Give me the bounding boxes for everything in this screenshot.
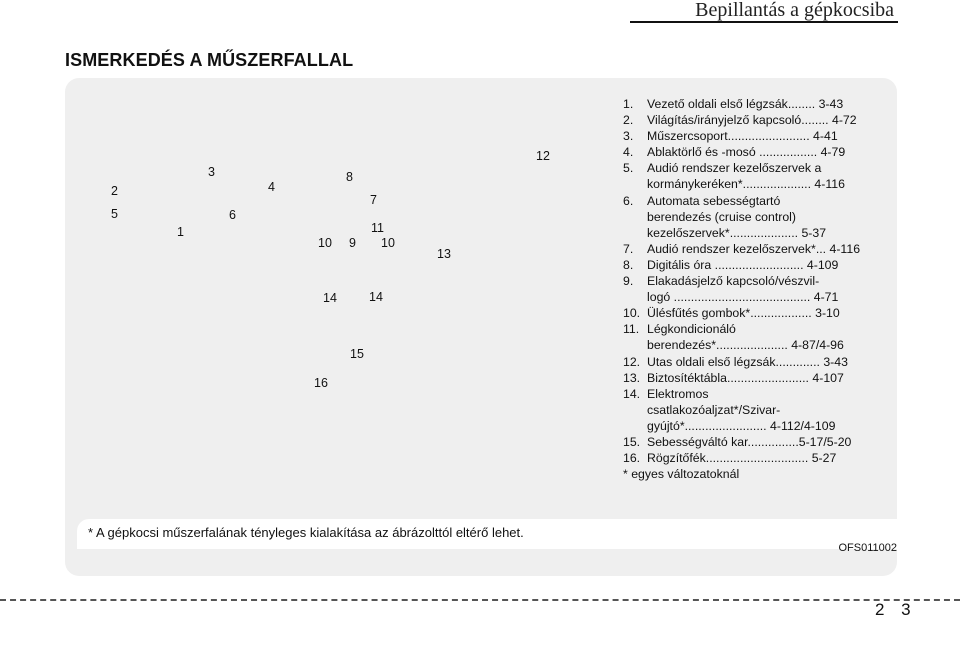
legend-item-line: Audió rendszer kezelőszervek a — [647, 161, 822, 176]
legend-item — [623, 160, 898, 192]
legend-item-number: 1. — [623, 97, 634, 111]
callout-11: 11 — [371, 221, 384, 235]
page-divider — [0, 599, 960, 601]
legend-item-text — [647, 450, 898, 466]
legend-item-line: kormánykeréken*.................... 4-116 — [647, 177, 845, 192]
legend-item — [623, 305, 898, 321]
legend-item-line: Légkondicionáló — [647, 322, 736, 337]
legend-item-line: Műszercsoport........................ 4-41 — [647, 129, 838, 144]
legend-item-line: Sebességváltó kar...............5-17/5-20 — [647, 434, 852, 449]
legend-item-line: Rögzítőfék.............................. 5-27 — [647, 451, 837, 466]
callout-5: 5 — [111, 207, 118, 221]
legend-item-line: Világítás/irányjelző kapcsoló........ 4-72 — [647, 113, 857, 128]
callout-10-right: 10 — [381, 236, 395, 250]
legend-item — [623, 144, 898, 160]
legend-item-number: 7. — [623, 241, 634, 256]
legend-item-line: logó ........................................ 4-71 — [647, 290, 839, 305]
legend-item-text — [647, 305, 898, 321]
legend-item-line: Vezető oldali első légzsák........ 3-43 — [647, 97, 844, 111]
legend-item — [623, 128, 898, 144]
callout-9: 9 — [349, 236, 356, 250]
callout-15: 15 — [350, 347, 364, 361]
legend-item-text — [647, 128, 898, 144]
figure-code: OFS011002 — [838, 542, 897, 554]
legend-item — [623, 241, 898, 257]
legend-item-line: berendezés*..................... 4-87/4-96 — [647, 338, 844, 353]
legend-item-text — [647, 257, 898, 273]
legend-item-number: 2. — [623, 113, 634, 128]
section-title: ISMERKEDÉS A MŰSZERFALLAL — [65, 50, 354, 70]
legend-item-line: Ablaktörlő és -mosó ................. 4-79 — [647, 145, 846, 160]
header-rule — [630, 21, 898, 23]
callout-6: 6 — [229, 208, 236, 222]
legend-item-number: 10. — [623, 306, 641, 321]
callout-4: 4 — [268, 180, 275, 194]
legend-item — [623, 96, 898, 112]
legend-footnote: * egyes változatoknál — [623, 467, 740, 482]
legend-item-text — [647, 434, 898, 450]
legend-item-text — [647, 386, 898, 434]
dashboard-illustration — [65, 78, 620, 508]
legend-item — [623, 370, 898, 386]
legend-item-line: kezelőszervek*.................... 5-37 — [647, 225, 827, 240]
callout-14-right: 14 — [369, 290, 383, 304]
callout-8: 8 — [346, 170, 353, 184]
legend-item — [623, 273, 898, 305]
legend-item-number: 5. — [623, 161, 634, 176]
legend-item-line: Audió rendszer kezelőszervek*... 4-116 — [647, 241, 861, 256]
callout-2: 2 — [111, 184, 118, 198]
callout-3: 3 — [208, 165, 215, 179]
legend-item-number: 15. — [623, 434, 641, 449]
legend-item-line: gyújtó*........................ 4-112/4-109 — [647, 418, 836, 433]
legend-item-line: csatlakozóaljzat*/Szivar- — [647, 402, 781, 417]
legend-item-line: Biztosítéktábla........................ 4-107 — [647, 370, 844, 385]
legend-item-line: Automata sebességtartó — [647, 193, 781, 208]
callout-16: 16 — [314, 376, 328, 390]
legend-item-line: Elakadásjelző kapcsoló/vészvil- — [647, 274, 820, 289]
legend-item-text — [647, 241, 898, 257]
legend-item — [623, 434, 898, 450]
legend-item-line: Ülésfűtés gombok*.................. 3-10 — [647, 306, 840, 321]
legend-item — [623, 450, 898, 466]
legend-item-text — [647, 193, 898, 241]
legend-item — [623, 386, 898, 434]
component-legend — [623, 96, 898, 482]
callout-10-left: 10 — [318, 236, 332, 250]
legend-item-number: 3. — [623, 129, 634, 144]
callout-14-left: 14 — [323, 291, 337, 305]
legend-item — [623, 193, 898, 241]
legend-item-number: 9. — [623, 274, 634, 289]
legend-item-number: 16. — [623, 451, 641, 466]
page-number: 2 3 — [875, 600, 917, 619]
legend-item-number: 13. — [623, 370, 641, 385]
legend-item-number: 11. — [623, 322, 640, 337]
legend-item-text — [647, 273, 898, 305]
legend-item-text — [647, 144, 898, 160]
chapter-title: Bepillantás a gépkocsiba — [695, 0, 894, 21]
legend-item-text — [647, 160, 898, 192]
legend-item — [623, 112, 898, 128]
legend-item-line: Utas oldali első légzsák............. 3-43 — [647, 354, 848, 369]
legend-item-text — [647, 321, 898, 353]
legend-item-text — [647, 96, 898, 112]
legend-item-number: 14. — [623, 386, 641, 401]
disclaimer-note: * A gépkocsi műszerfalának tényleges kialakítása az ábrázolttól eltérő lehet. — [88, 525, 524, 540]
legend-item — [623, 321, 898, 353]
legend-item-number: 6. — [623, 193, 634, 208]
callout-7: 7 — [370, 193, 377, 207]
callout-1: 1 — [177, 225, 184, 239]
legend-item-number: 8. — [623, 257, 634, 272]
legend-item-line: Elektromos — [647, 386, 709, 401]
legend-item — [623, 257, 898, 273]
legend-item — [623, 354, 898, 370]
legend-item-text — [647, 354, 898, 370]
callout-13: 13 — [437, 247, 451, 261]
legend-item-line: Digitális óra .......................... 4-109 — [647, 257, 839, 272]
legend-item-line: berendezés (cruise control) — [647, 209, 796, 224]
legend-item-text — [647, 112, 898, 128]
legend-item-number: 4. — [623, 145, 634, 160]
callout-12: 12 — [536, 149, 550, 163]
legend-item-number: 12. — [623, 354, 641, 369]
legend-item-text — [647, 370, 898, 386]
